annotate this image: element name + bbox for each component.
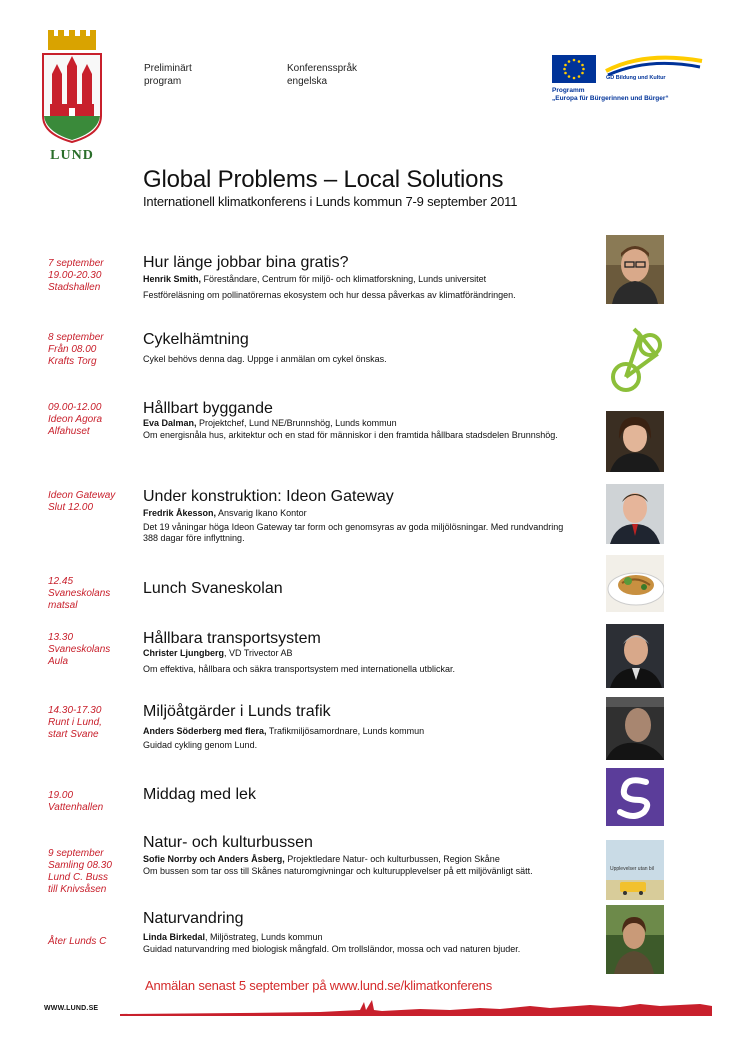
item-description: Cykel behövs denna dag. Uppge i anmälan om cykel önskas. <box>143 354 387 364</box>
item-speaker <box>143 274 486 285</box>
item-when: Åter Lunds C <box>48 936 107 947</box>
item-title: Hållbara transportsystem <box>143 630 321 647</box>
page-title: Global Problems – Local Solutions <box>143 166 504 193</box>
item-when: 7 september 19.00-20.30 Stadshallen <box>48 258 104 293</box>
item-when: 9 september Samling 08.30 Lund C. Buss till Knivsåsen <box>48 848 112 895</box>
lunch-photo <box>606 555 664 612</box>
speaker-role: Trafikmiljösamordnare, Lunds kommun <box>266 726 425 736</box>
speaker-photo <box>606 411 664 472</box>
item-speaker <box>143 932 323 943</box>
item-description: Det 19 våningar höga Ideon Gateway tar form och genomsyras av goda miljölösningar. Med rundvandring 388 dagar före inflyttning. <box>143 522 564 543</box>
conference-language-label <box>287 62 357 88</box>
city-skyline-graphic <box>120 996 712 1016</box>
speaker-name: Fredrik Åkesson, <box>143 508 217 518</box>
item-title: Hållbart byggande <box>143 400 273 417</box>
item-title: Natur- och kulturbussen <box>143 834 313 851</box>
speaker-name: Linda Birkedal <box>143 932 206 942</box>
item-when: 8 september Från 08.00 Krafts Torg <box>48 332 104 367</box>
item-title: Under konstruktion: Ideon Gateway <box>143 488 394 505</box>
eu-programme-logo <box>552 55 712 109</box>
speaker-photo <box>606 235 664 304</box>
speaker-role: Projektchef, Lund NE/Brunnshög, Lunds kommun <box>196 418 397 428</box>
gd-swoosh-icon <box>604 55 704 77</box>
speaker-role: , VD Trivector AB <box>224 648 293 658</box>
speaker-photo <box>606 905 664 974</box>
lang-line2: engelska <box>287 76 328 87</box>
item-when: 19.00 Vattenhallen <box>48 790 104 813</box>
speaker-name: Sofie Norrby och Anders Åsberg, <box>143 854 285 864</box>
eu-programme-name: „Europa für Bürgerinnen und Bürger“ <box>552 95 669 102</box>
speaker-name: Anders Söderberg med flera, <box>143 726 267 736</box>
item-speaker <box>143 418 397 429</box>
lang-line1: Konferensspråk <box>287 63 358 74</box>
eu-flag-icon <box>552 55 596 83</box>
speaker-role: Föreståndare, Centrum för miljö- och klimatforskning, Lunds universitet <box>201 274 487 284</box>
speaker-role: Projektledare Natur- och kulturbussen, Region Skåne <box>284 854 500 864</box>
item-when: 13.30 Svaneskolans Aula <box>48 632 111 667</box>
speaker-photo <box>606 484 664 544</box>
item-description: Om bussen som tar oss till Skånes naturomgivningar och kulturupplevelser på ett miljövänligt sätt. <box>143 866 533 876</box>
item-title: Naturvandring <box>143 910 244 927</box>
eu-org-name: GD Bildung und Kultur <box>606 75 666 81</box>
item-when: 14.30-17.30 Runt i Lund, start Svane <box>48 705 102 740</box>
prelim-line1: Preliminärt <box>144 63 192 74</box>
lund-crest-logo <box>40 30 104 166</box>
item-when: Ideon Gateway Slut 12.00 <box>48 490 116 513</box>
item-title: Lunch Svaneskolan <box>143 580 283 597</box>
item-when: 09.00-12.00 Ideon Agora Alfahuset <box>48 402 103 437</box>
item-speaker <box>143 854 500 865</box>
speaker-role: Ansvarig Ikano Kontor <box>216 508 307 518</box>
item-when: 12.45 Svaneskolans matsal <box>48 576 111 611</box>
crest-city-name: LUND <box>50 148 94 163</box>
page-subtitle: Internationell klimatkonferens i Lunds kommun 7-9 september 2011 <box>143 194 518 209</box>
speaker-role: , Miljöstrateg, Lunds kommun <box>205 932 323 942</box>
item-title: Hur länge jobbar bina gratis? <box>143 254 349 271</box>
item-description: Guidad cykling genom Lund. <box>143 740 258 750</box>
eu-programme-label: Programm <box>552 87 585 94</box>
vattenhallen-logo <box>606 768 664 826</box>
prelim-line2: program <box>144 76 182 87</box>
speaker-photo <box>606 624 664 688</box>
item-title: Miljöåtgärder i Lunds trafik <box>143 703 331 720</box>
item-speaker <box>143 508 307 519</box>
item-description: Festföreläsning om pollinatörernas ekosystem och hur dessa påverkas av klimatförändringen. <box>143 290 516 300</box>
bus-campaign-image <box>606 840 664 900</box>
speaker-name: Eva Dalman, <box>143 418 197 428</box>
speaker-name: Christer Ljungberg <box>143 648 225 658</box>
item-description: Om effektiva, hållbara och säkra transportsystem med internationella utblickar. <box>143 664 455 674</box>
item-description: Guidad naturvandring med biologisk mångfald. Om trollsländor, mossa och vad naturen bjuder. <box>143 944 521 954</box>
website-label: WWW.LUND.SE <box>44 1005 99 1012</box>
bus-caption: Upplevelser utan bil <box>610 866 654 872</box>
registration-link[interactable]: Anmälan senast 5 september på www.lund.se/klimatkonferens <box>145 978 493 993</box>
bicycle-photo <box>606 325 664 395</box>
speaker-photo <box>606 697 664 760</box>
item-title: Middag med lek <box>143 786 256 803</box>
item-description: Om energisnåla hus, arkitektur och en stad för människor i den framtida hållbara stadsdelen Brunnshög. <box>143 430 558 440</box>
item-title: Cykelhämtning <box>143 331 249 348</box>
preliminary-program-label <box>144 62 192 88</box>
item-speaker <box>143 726 424 737</box>
item-speaker <box>143 648 293 659</box>
speaker-name: Henrik Smith, <box>143 274 202 284</box>
